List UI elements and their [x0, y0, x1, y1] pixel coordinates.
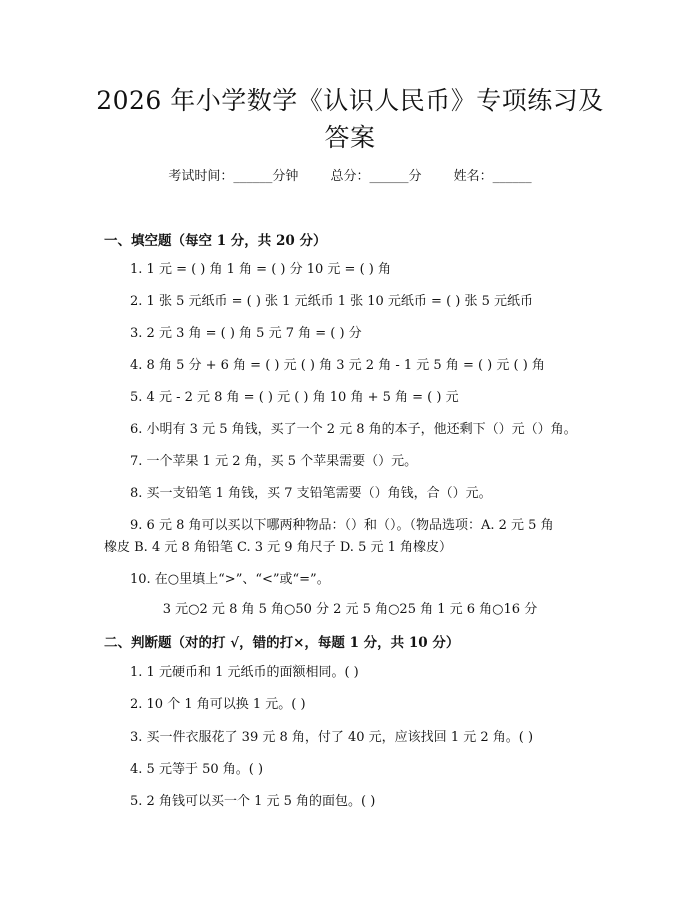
- page-title-line1: 2026 年小学数学《认识人民币》专项练习及: [96, 86, 604, 115]
- judge-question-3: 3. 买一件衣服花了 39 元 8 角，付了 40 元，应该找回 1 元 2 角。( ): [130, 730, 534, 745]
- fill-question-4: 4. 8 角 5 分 + 6 角 = ( ) 元 ( ) 角 3 元 2 角 - 1 元 5 角 = ( ) 元 ( ) 角: [130, 358, 545, 373]
- fill-question-3: 3. 2 元 3 角 = ( ) 角 5 元 7 角 = ( ) 分: [130, 326, 362, 341]
- judge-question-1: 1. 1 元硬币和 1 元纸币的面额相同。( ): [130, 665, 359, 680]
- fill-question-9-line2: 橡皮 B. 4 元 8 角铅笔 C. 3 元 9 角尺子 D. 5 元 1 角橡皮）: [104, 540, 453, 555]
- fill-question-5: 5. 4 元 - 2 元 8 角 = ( ) 元 ( ) 角 10 角 + 5 角 = ( ) 元: [130, 390, 459, 405]
- total-score-field: 总分：______分: [330, 169, 422, 184]
- exam-meta: [0, 166, 700, 188]
- judge-question-2: 2. 10 个 1 角可以换 1 元。( ): [130, 697, 306, 712]
- exam-time-field: 考试时间：______分钟: [168, 169, 299, 184]
- fill-question-10: 10. 在○里填上“>”、“<”或“=”。: [130, 572, 330, 587]
- fill-question-10-items: 3 元○2 元 8 角 5 角○50 分 2 元 5 角○25 角 1 元 6 角○16 分: [162, 602, 538, 617]
- judge-question-5: 5. 2 角钱可以买一个 1 元 5 角的面包。( ): [130, 794, 376, 809]
- section-fill-blank-title: 一、填空题（每空 1 分，共 20 分）: [104, 233, 327, 249]
- fill-question-9-line1: 9. 6 元 8 角可以买以下哪两种物品：（）和（）。（物品选项：A. 2 元 5 角: [130, 518, 554, 533]
- fill-question-2: 2. 1 张 5 元纸币 = ( ) 张 1 元纸币 1 张 10 元纸币 = ( ) 张 5 元纸币: [130, 294, 534, 309]
- fill-question-8: 8. 买一支铅笔 1 角钱，买 7 支铅笔需要（）角钱，合（）元。: [130, 486, 492, 501]
- fill-question-7: 7. 一个苹果 1 元 2 角，买 5 个苹果需要（）元。: [130, 454, 418, 469]
- page-title-line2: 答案: [324, 123, 376, 152]
- student-name-field: 姓名：______: [453, 169, 532, 184]
- fill-question-6: 6. 小明有 3 元 5 角钱，买了一个 2 元 8 角的本子，他还剩下（）元（）角。: [130, 422, 577, 437]
- fill-question-1: 1. 1 元 = ( ) 角 1 角 = ( ) 分 10 元 = ( ) 角: [130, 262, 391, 277]
- judge-question-4: 4. 5 元等于 50 角。( ): [130, 762, 264, 777]
- section-true-false-title: 二、判断题（对的打 √，错的打×，每题 1 分，共 10 分）: [104, 635, 460, 651]
